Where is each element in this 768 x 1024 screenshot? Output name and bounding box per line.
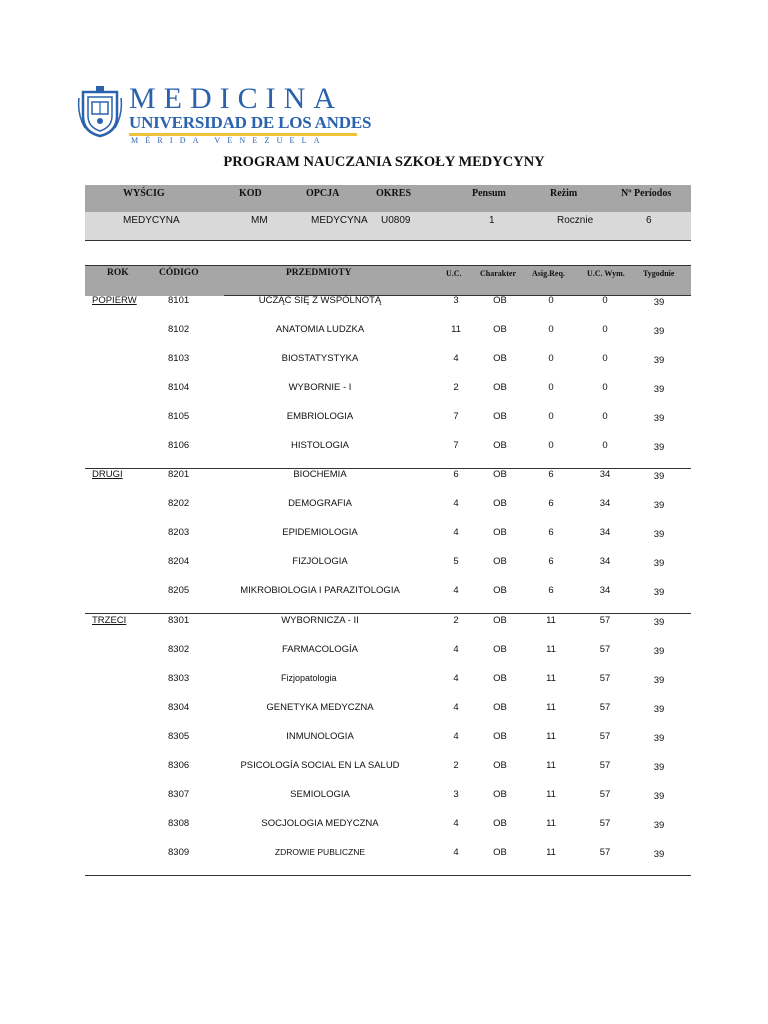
weeks-cell: 39 bbox=[653, 675, 665, 686]
header-przedmioty: PRZEDMIOTY bbox=[286, 268, 352, 278]
weeks-cell: 39 bbox=[653, 762, 665, 773]
code-cell: 8101 bbox=[168, 295, 190, 306]
subject-cell: UCZĄC SIĘ Z WSPÓLNOTĄ bbox=[258, 295, 382, 306]
subject-cell: FARMACOLOGÍA bbox=[281, 644, 358, 655]
subject-cell: EMBRIOLOGIA bbox=[286, 411, 354, 422]
code-cell: 8202 bbox=[168, 498, 190, 509]
header-rok: ROK bbox=[107, 268, 129, 278]
uc-wym-cell: 57 bbox=[599, 760, 611, 771]
character-cell: OB bbox=[493, 818, 507, 829]
asig-req-cell: 6 bbox=[548, 585, 554, 596]
character-cell: OB bbox=[493, 295, 507, 306]
uc-wym-cell: 57 bbox=[599, 702, 611, 713]
header-wyscig: WYŚCIG bbox=[123, 188, 165, 199]
uc-cell: 4 bbox=[453, 818, 459, 829]
table-row bbox=[85, 673, 691, 693]
table-row bbox=[85, 556, 691, 576]
value-kod: MM bbox=[251, 215, 268, 226]
character-cell: OB bbox=[493, 469, 507, 480]
character-cell: OB bbox=[493, 789, 507, 800]
asig-req-cell: 6 bbox=[548, 556, 554, 567]
code-cell: 8102 bbox=[168, 324, 190, 335]
uc-cell: 7 bbox=[453, 440, 459, 451]
curriculum-table-header bbox=[85, 265, 691, 296]
code-cell: 8307 bbox=[168, 789, 190, 800]
table-row bbox=[85, 702, 691, 722]
asig-req-cell: 0 bbox=[548, 440, 554, 451]
info-table-row bbox=[85, 212, 691, 241]
header-kod: KOD bbox=[239, 188, 262, 199]
weeks-cell: 39 bbox=[653, 500, 665, 511]
header-uc-wym: U.C. Wym. bbox=[587, 269, 625, 278]
value-wyscig: MEDYCYNA bbox=[123, 215, 180, 226]
code-cell: 8205 bbox=[168, 585, 190, 596]
asig-req-cell: 0 bbox=[548, 324, 554, 335]
uc-wym-cell: 57 bbox=[599, 673, 611, 684]
weeks-cell: 39 bbox=[653, 587, 665, 598]
weeks-cell: 39 bbox=[653, 413, 665, 424]
header-uc: U.C. bbox=[446, 269, 462, 278]
character-cell: OB bbox=[493, 382, 507, 393]
character-cell: OB bbox=[493, 847, 507, 858]
value-opcja: MEDYCYNA bbox=[311, 215, 368, 226]
character-cell: OB bbox=[493, 527, 507, 538]
character-cell: OB bbox=[493, 615, 507, 626]
header-okres: OKRES bbox=[376, 188, 412, 199]
header-pensum: Pensum bbox=[472, 188, 506, 199]
code-cell: 8105 bbox=[168, 411, 190, 422]
uc-wym-cell: 0 bbox=[602, 382, 608, 393]
code-cell: 8309 bbox=[168, 847, 190, 858]
asig-req-cell: 0 bbox=[548, 353, 554, 364]
header-rezim: Reżim bbox=[550, 188, 578, 199]
uc-cell: 4 bbox=[453, 498, 459, 509]
table-row bbox=[85, 644, 691, 664]
logo-university-text: UNIVERSIDAD DE LOS ANDES bbox=[129, 113, 372, 132]
uc-wym-cell: 34 bbox=[599, 527, 611, 538]
character-cell: OB bbox=[493, 760, 507, 771]
weeks-cell: 39 bbox=[653, 384, 665, 395]
weeks-cell: 39 bbox=[653, 558, 665, 569]
uc-wym-cell: 57 bbox=[599, 818, 611, 829]
uc-wym-cell: 0 bbox=[602, 353, 608, 364]
uc-cell: 2 bbox=[453, 615, 459, 626]
uc-cell: 4 bbox=[453, 353, 459, 364]
weeks-cell: 39 bbox=[653, 820, 665, 831]
table-row bbox=[85, 411, 691, 431]
section-divider bbox=[85, 613, 691, 614]
table-row bbox=[85, 731, 691, 751]
uc-wym-cell: 0 bbox=[602, 295, 608, 306]
table-row bbox=[85, 760, 691, 780]
weeks-cell: 39 bbox=[653, 529, 665, 540]
table-row bbox=[85, 440, 691, 460]
year-cell: TRZECI bbox=[92, 615, 127, 626]
code-cell: 8304 bbox=[168, 702, 190, 713]
weeks-cell: 39 bbox=[653, 704, 665, 715]
character-cell: OB bbox=[493, 324, 507, 335]
uc-wym-cell: 57 bbox=[599, 615, 611, 626]
code-cell: 8106 bbox=[168, 440, 190, 451]
uc-cell: 4 bbox=[453, 673, 459, 684]
uc-wym-cell: 0 bbox=[602, 440, 608, 451]
subject-cell: ANATOMIA LUDZKA bbox=[275, 324, 365, 335]
subject-cell: SOCJOLOGIA MEDYCZNA bbox=[261, 818, 379, 829]
uc-cell: 4 bbox=[453, 702, 459, 713]
code-cell: 8204 bbox=[168, 556, 190, 567]
code-cell: 8305 bbox=[168, 731, 190, 742]
code-cell: 8302 bbox=[168, 644, 190, 655]
value-periodos: 6 bbox=[646, 215, 652, 226]
weeks-cell: 39 bbox=[653, 791, 665, 802]
uc-wym-cell: 0 bbox=[602, 411, 608, 422]
code-cell: 8306 bbox=[168, 760, 190, 771]
uc-wym-cell: 34 bbox=[599, 469, 611, 480]
asig-req-cell: 11 bbox=[546, 615, 556, 626]
uc-wym-cell: 34 bbox=[599, 585, 611, 596]
header-asig-req: Asig.Req. bbox=[532, 269, 565, 278]
character-cell: OB bbox=[493, 702, 507, 713]
header-codigo: CÓDIGO bbox=[159, 268, 199, 278]
code-cell: 8104 bbox=[168, 382, 190, 393]
table-row bbox=[85, 295, 691, 315]
character-cell: OB bbox=[493, 731, 507, 742]
character-cell: OB bbox=[493, 585, 507, 596]
table-row bbox=[85, 847, 691, 867]
uc-wym-cell: 57 bbox=[599, 847, 611, 858]
subject-cell: PSICOLOGÍA SOCIAL EN LA SALUD bbox=[240, 760, 400, 771]
uc-cell: 2 bbox=[453, 760, 459, 771]
uc-cell: 11 bbox=[451, 324, 461, 335]
uc-cell: 6 bbox=[453, 469, 459, 480]
asig-req-cell: 11 bbox=[546, 702, 556, 713]
asig-req-cell: 11 bbox=[546, 760, 556, 771]
uc-cell: 3 bbox=[453, 789, 459, 800]
header-tygodnie: Tygodnie bbox=[643, 269, 675, 278]
header-opcja: OPCJA bbox=[306, 188, 340, 199]
subject-cell: MIKROBIOLOGIA I PARAZITOLOGIA bbox=[240, 585, 400, 596]
logo-medicina-text: MEDICINA bbox=[129, 82, 343, 115]
asig-req-cell: 6 bbox=[548, 527, 554, 538]
table-row bbox=[85, 527, 691, 547]
uc-cell: 4 bbox=[453, 847, 459, 858]
asig-req-cell: 11 bbox=[546, 731, 556, 742]
subject-cell: Fizjopatologia bbox=[281, 673, 337, 683]
code-cell: 8308 bbox=[168, 818, 190, 829]
table-row bbox=[85, 324, 691, 344]
asig-req-cell: 6 bbox=[548, 469, 554, 480]
uc-wym-cell: 57 bbox=[599, 789, 611, 800]
uc-wym-cell: 34 bbox=[599, 498, 611, 509]
character-cell: OB bbox=[493, 411, 507, 422]
uc-cell: 5 bbox=[453, 556, 459, 567]
subject-cell: DEMOGRAFIA bbox=[288, 498, 352, 509]
weeks-cell: 39 bbox=[653, 646, 665, 657]
weeks-cell: 39 bbox=[653, 471, 665, 482]
uc-cell: 3 bbox=[453, 295, 459, 306]
header-charakter: Charakter bbox=[480, 269, 516, 278]
uc-cell: 4 bbox=[453, 731, 459, 742]
weeks-cell: 39 bbox=[653, 355, 665, 366]
value-rezim: Rocznie bbox=[557, 215, 594, 226]
weeks-cell: 39 bbox=[653, 849, 665, 860]
subject-cell: ZDROWIE PUBLICZNE bbox=[274, 847, 366, 857]
table-row bbox=[85, 818, 691, 838]
subject-cell: BIOCHEMIA bbox=[293, 469, 347, 480]
code-cell: 8201 bbox=[168, 469, 190, 480]
subject-cell: WYBORNIE - I bbox=[288, 382, 352, 393]
character-cell: OB bbox=[493, 556, 507, 567]
character-cell: OB bbox=[493, 644, 507, 655]
uc-wym-cell: 57 bbox=[599, 644, 611, 655]
table-row bbox=[85, 353, 691, 373]
year-cell: DRUGI bbox=[92, 469, 123, 480]
asig-req-cell: 11 bbox=[546, 847, 556, 858]
uc-wym-cell: 0 bbox=[602, 324, 608, 335]
table-row bbox=[85, 789, 691, 809]
character-cell: OB bbox=[493, 498, 507, 509]
subject-cell: GENETYKA MEDYCZNA bbox=[266, 702, 374, 713]
page-title: PROGRAM NAUCZANIA SZKOŁY MEDYCYNY bbox=[223, 154, 545, 170]
medicina-ula-logo bbox=[77, 82, 372, 145]
year-cell: POPIERW bbox=[92, 295, 137, 306]
uc-cell: 4 bbox=[453, 585, 459, 596]
table-row bbox=[85, 498, 691, 518]
code-cell: 8103 bbox=[168, 353, 190, 364]
asig-req-cell: 11 bbox=[546, 818, 556, 829]
value-okres: U0809 bbox=[381, 215, 411, 226]
table-row bbox=[85, 382, 691, 402]
weeks-cell: 39 bbox=[653, 442, 665, 453]
subject-cell: WYBORNICZA - II bbox=[281, 615, 359, 626]
asig-req-cell: 0 bbox=[548, 295, 554, 306]
university-seal-icon bbox=[77, 86, 123, 138]
uc-cell: 4 bbox=[453, 527, 459, 538]
table-row bbox=[85, 615, 691, 635]
character-cell: OB bbox=[493, 353, 507, 364]
subject-cell: HISTOLOGIA bbox=[291, 440, 349, 451]
code-cell: 8301 bbox=[168, 615, 190, 626]
subject-cell: INMUNOLOGIA bbox=[286, 731, 354, 742]
table-row bbox=[85, 585, 691, 605]
asig-req-cell: 11 bbox=[546, 644, 556, 655]
asig-req-cell: 0 bbox=[548, 382, 554, 393]
weeks-cell: 39 bbox=[653, 733, 665, 744]
uc-wym-cell: 34 bbox=[599, 556, 611, 567]
logo-location-text: MÉRIDA VENEZUELA bbox=[131, 136, 327, 145]
uc-cell: 4 bbox=[453, 644, 459, 655]
weeks-cell: 39 bbox=[653, 617, 665, 628]
asig-req-cell: 0 bbox=[548, 411, 554, 422]
asig-req-cell: 11 bbox=[546, 789, 556, 800]
weeks-cell: 39 bbox=[653, 326, 665, 337]
uc-wym-cell: 57 bbox=[599, 731, 611, 742]
asig-req-cell: 11 bbox=[546, 673, 556, 684]
header-periodos: Nº Períodos bbox=[621, 188, 672, 199]
info-table-header bbox=[85, 185, 691, 212]
subject-cell: FIZJOLOGIA bbox=[292, 556, 348, 567]
character-cell: OB bbox=[493, 440, 507, 451]
character-cell: OB bbox=[493, 673, 507, 684]
code-cell: 8303 bbox=[168, 673, 190, 684]
uc-cell: 2 bbox=[453, 382, 459, 393]
uc-cell: 7 bbox=[453, 411, 459, 422]
table-row bbox=[85, 469, 691, 489]
section-divider bbox=[85, 875, 691, 876]
subject-cell: BIOSTATYSTYKA bbox=[281, 353, 359, 364]
subject-cell: SEMIOLOGIA bbox=[290, 789, 350, 800]
asig-req-cell: 6 bbox=[548, 498, 554, 509]
code-cell: 8203 bbox=[168, 527, 190, 538]
weeks-cell: 39 bbox=[653, 297, 665, 308]
value-pensum: 1 bbox=[489, 215, 495, 226]
subject-cell: EPIDEMIOLOGIA bbox=[282, 527, 358, 538]
